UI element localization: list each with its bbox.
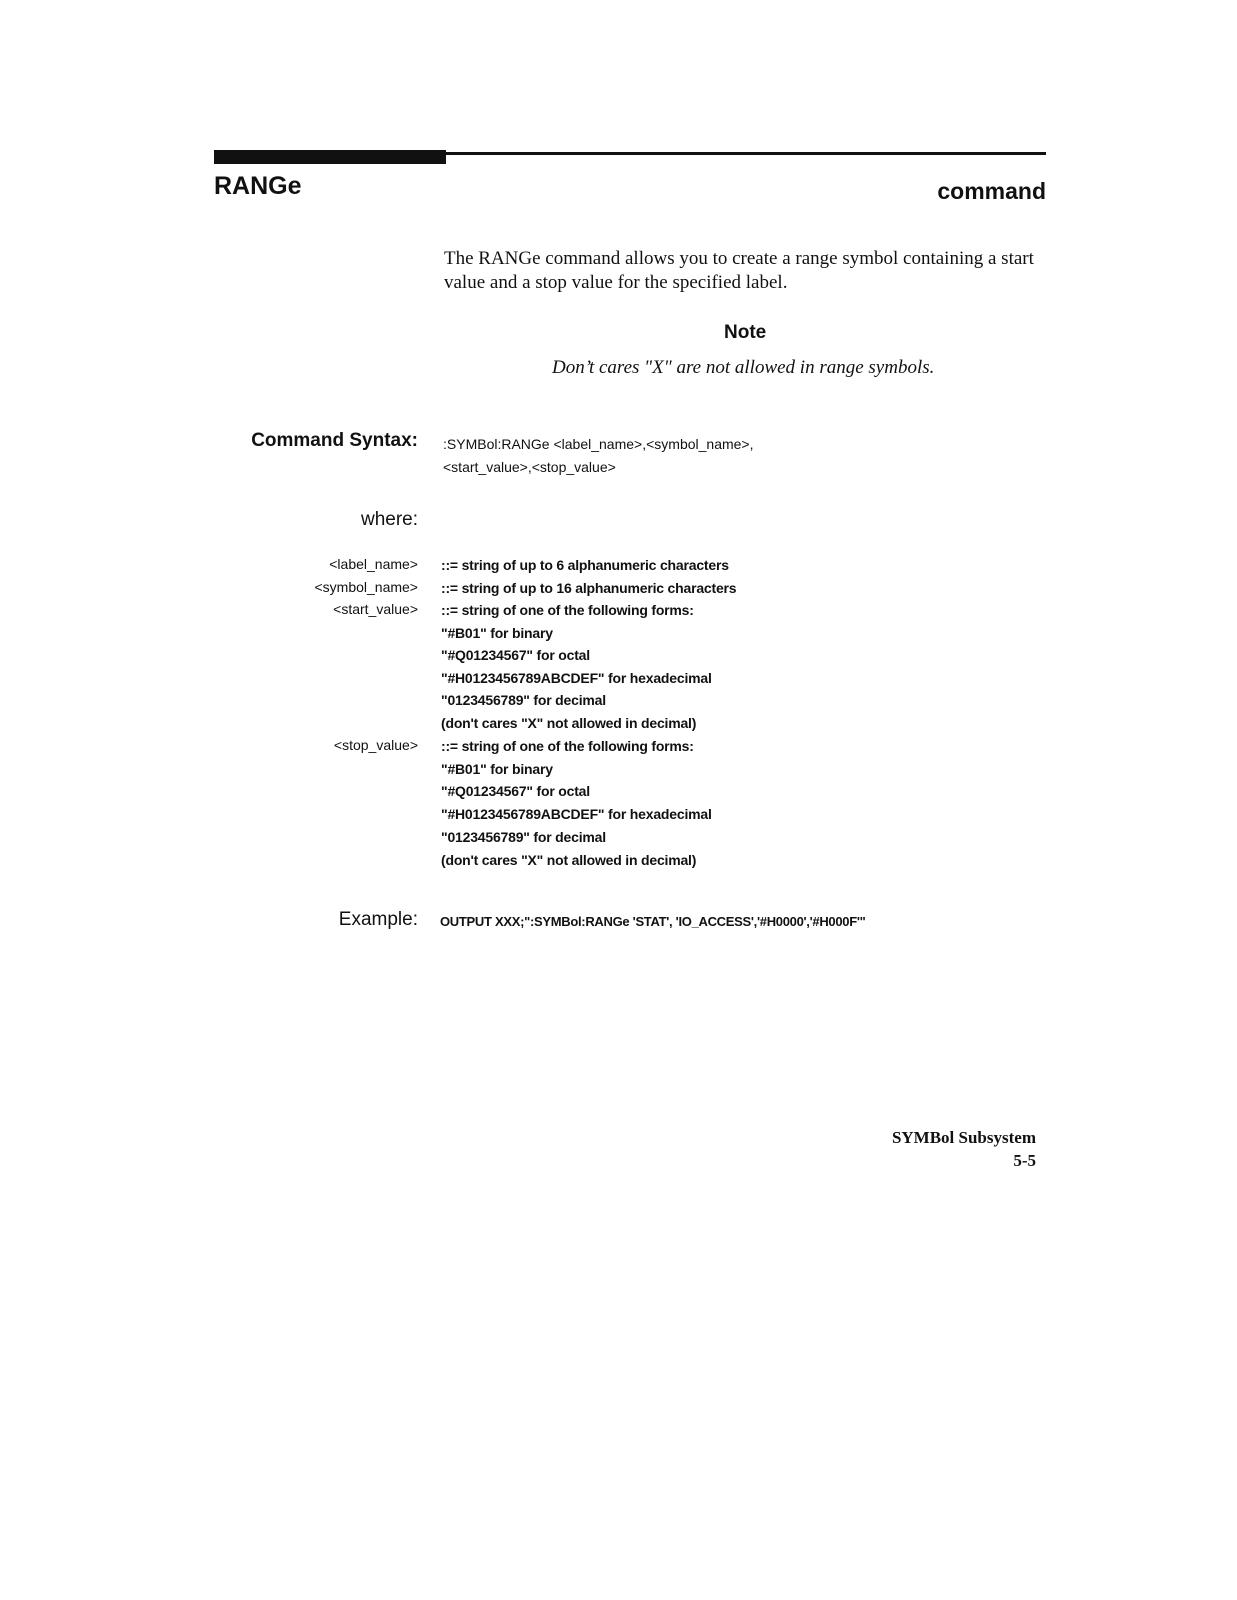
footer-page-number: 5-5 <box>1013 1151 1036 1170</box>
intro-paragraph: The RANGe command allows you to create a range symbol containing a start value and a stop value for the specified label. <box>444 248 1034 293</box>
where-label: where: <box>360 509 418 530</box>
command-syntax-label: Command Syntax: <box>251 430 418 451</box>
header-rule-thin <box>446 152 1046 155</box>
definition-start-line: "0123456789" for decimal <box>441 692 606 708</box>
definition-start-line: "#Q01234567" for octal <box>441 647 590 663</box>
definition-stop-line: ::= string of one of the following forms: <box>441 738 694 754</box>
definition-start-line: (don't cares "X" not allowed in decimal) <box>441 715 697 731</box>
definition-stop-line: (don't cares "X" not allowed in decimal) <box>441 852 697 868</box>
page-subtitle: command <box>937 178 1046 204</box>
note-heading: Note <box>724 322 767 343</box>
definition-stop-line: "#H0123456789ABCDEF" for hexadecimal <box>441 806 712 822</box>
param-symbol-name: <symbol_name> <box>314 579 418 595</box>
example-label: Example: <box>338 909 418 930</box>
definition-start-line: ::= string of one of the following forms: <box>441 602 694 618</box>
definition-stop-line: "0123456789" for decimal <box>441 829 606 845</box>
definition-symbol-name: ::= string of up to 16 alphanumeric characters <box>441 580 737 596</box>
header-rule-thick <box>214 150 446 164</box>
page-title: RANGe <box>214 172 302 200</box>
param-label-name: <label_name> <box>329 556 418 572</box>
definition-stop-line: "#B01" for binary <box>441 761 553 777</box>
syntax-line-2: <start_value>,<stop_value> <box>443 459 616 475</box>
footer-section: SYMBol Subsystem <box>891 1128 1036 1147</box>
syntax-line-1: :SYMBol:RANGe <label_name>,<symbol_name>, <box>443 436 754 452</box>
note-text: Don’t cares "X" are not allowed in range symbols. <box>552 357 935 378</box>
definition-start-line: "#B01" for binary <box>441 625 553 641</box>
example-code: OUTPUT XXX;":SYMBol:RANGe 'STAT', 'IO_ACCESS','#H0000','#H000F'" <box>440 914 866 929</box>
param-start-value: <start_value> <box>333 601 418 617</box>
param-stop-value: <stop_value> <box>333 737 418 753</box>
definition-label-name: ::= string of up to 6 alphanumeric characters <box>441 557 729 573</box>
definition-start-line: "#H0123456789ABCDEF" for hexadecimal <box>441 670 712 686</box>
definition-stop-line: "#Q01234567" for octal <box>441 783 590 799</box>
